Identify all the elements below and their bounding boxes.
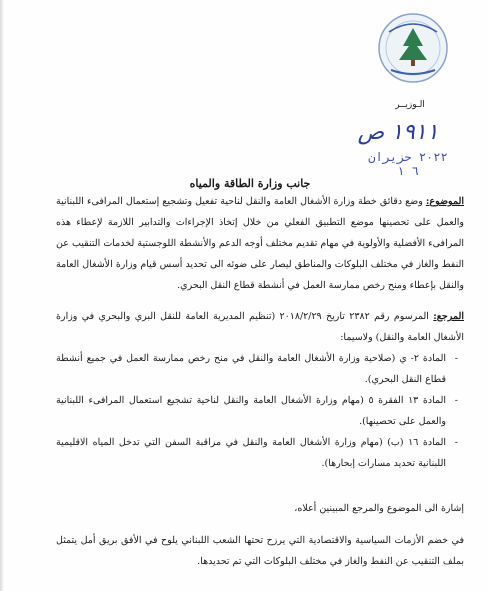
- body-paragraph-2: في خضم الأزمات السياسية والاقتصادية التي يرزح تحتها الشعب اللبناني يلوح في الأفق بريق أمل يتمثل بملف التنقيب عن النفط والغاز في مختلف البلوكات التي تم تحديدها.: [56, 535, 464, 567]
- reference-intro: المرسوم رقم ٢٣٨٢ تاريخ ٢٠١٨/٢/٢٩ (تنظيم المديرية العامة للنقل البري والبحري في وزارة الأشغال العامة والنقل) ولاسيما:: [56, 311, 464, 343]
- page-edge-shadow: [0, 0, 4, 591]
- addressee-line: جانب وزارة الطاقة والمياه: [189, 177, 311, 190]
- reference-block: [56, 306, 464, 474]
- cedar-seal-icon: [377, 12, 449, 84]
- subject-label: الموضوع:: [425, 196, 464, 207]
- date-stamp: ٢٠٢٢ حزيران ٦ ١: [368, 150, 448, 178]
- subject-text: وضع دقائق خطة وزارة الأشغال العامة والنقل لناحية تفعيل وتشجيع إستعمال المرافىء اللبنانية والعمل على تحصينها موضع التطبيق الفعلي من خلال إتخاذ الإجراءات والتدابير اللازمة لإعطاء هذه المرافىء الأفضلية والأولوية في مهام تقديم مختلف أوجه الدعم والأنشطة اللوجستية لخدمات التنقيب عن النفط والغاز في مختلف البلوكات والمناطق ليصار على ضوئه الى تحديد أسس قيام وزارة الأشغال العامة والنقل بإعطاء ومنح رخص ممارسة العمل في أنشطة قطاع النقل البحري.: [56, 196, 464, 291]
- reference-item: - المادة ٢- ي (صلاحية وزارة الأشغال العامة والنقل في منح رخص ممارسة العمل في جميع أنشطة قطاع النقل البحري).: [56, 348, 464, 390]
- reference-item: - المادة ١٣ الفقرة ٥ (مهام وزارة الأشغال العامة والنقل لناحية تشجيع استعمال المرافىء اللبنانية والعمل على تحصينها).: [56, 390, 464, 432]
- reference-label: المرجع:: [433, 311, 464, 322]
- outgoing-number: ١٩١١ ص: [357, 120, 439, 145]
- subject-block: [56, 191, 464, 296]
- reference-list: [56, 348, 464, 474]
- reference-item: - المادة ١٦ (ب) (مهام وزارة الأشغال العامة والنقل في مراقبة السفن التي تدخل المياه الاقليمية اللبنانية تحديد مسارات إبحارها).: [56, 432, 464, 474]
- minister-label: الـوزيــر: [395, 100, 425, 110]
- ministry-seal: [377, 12, 449, 84]
- body-paragraph-1: إشارة الى الموضوع والمرجع المبينين أعلاه،: [294, 503, 464, 514]
